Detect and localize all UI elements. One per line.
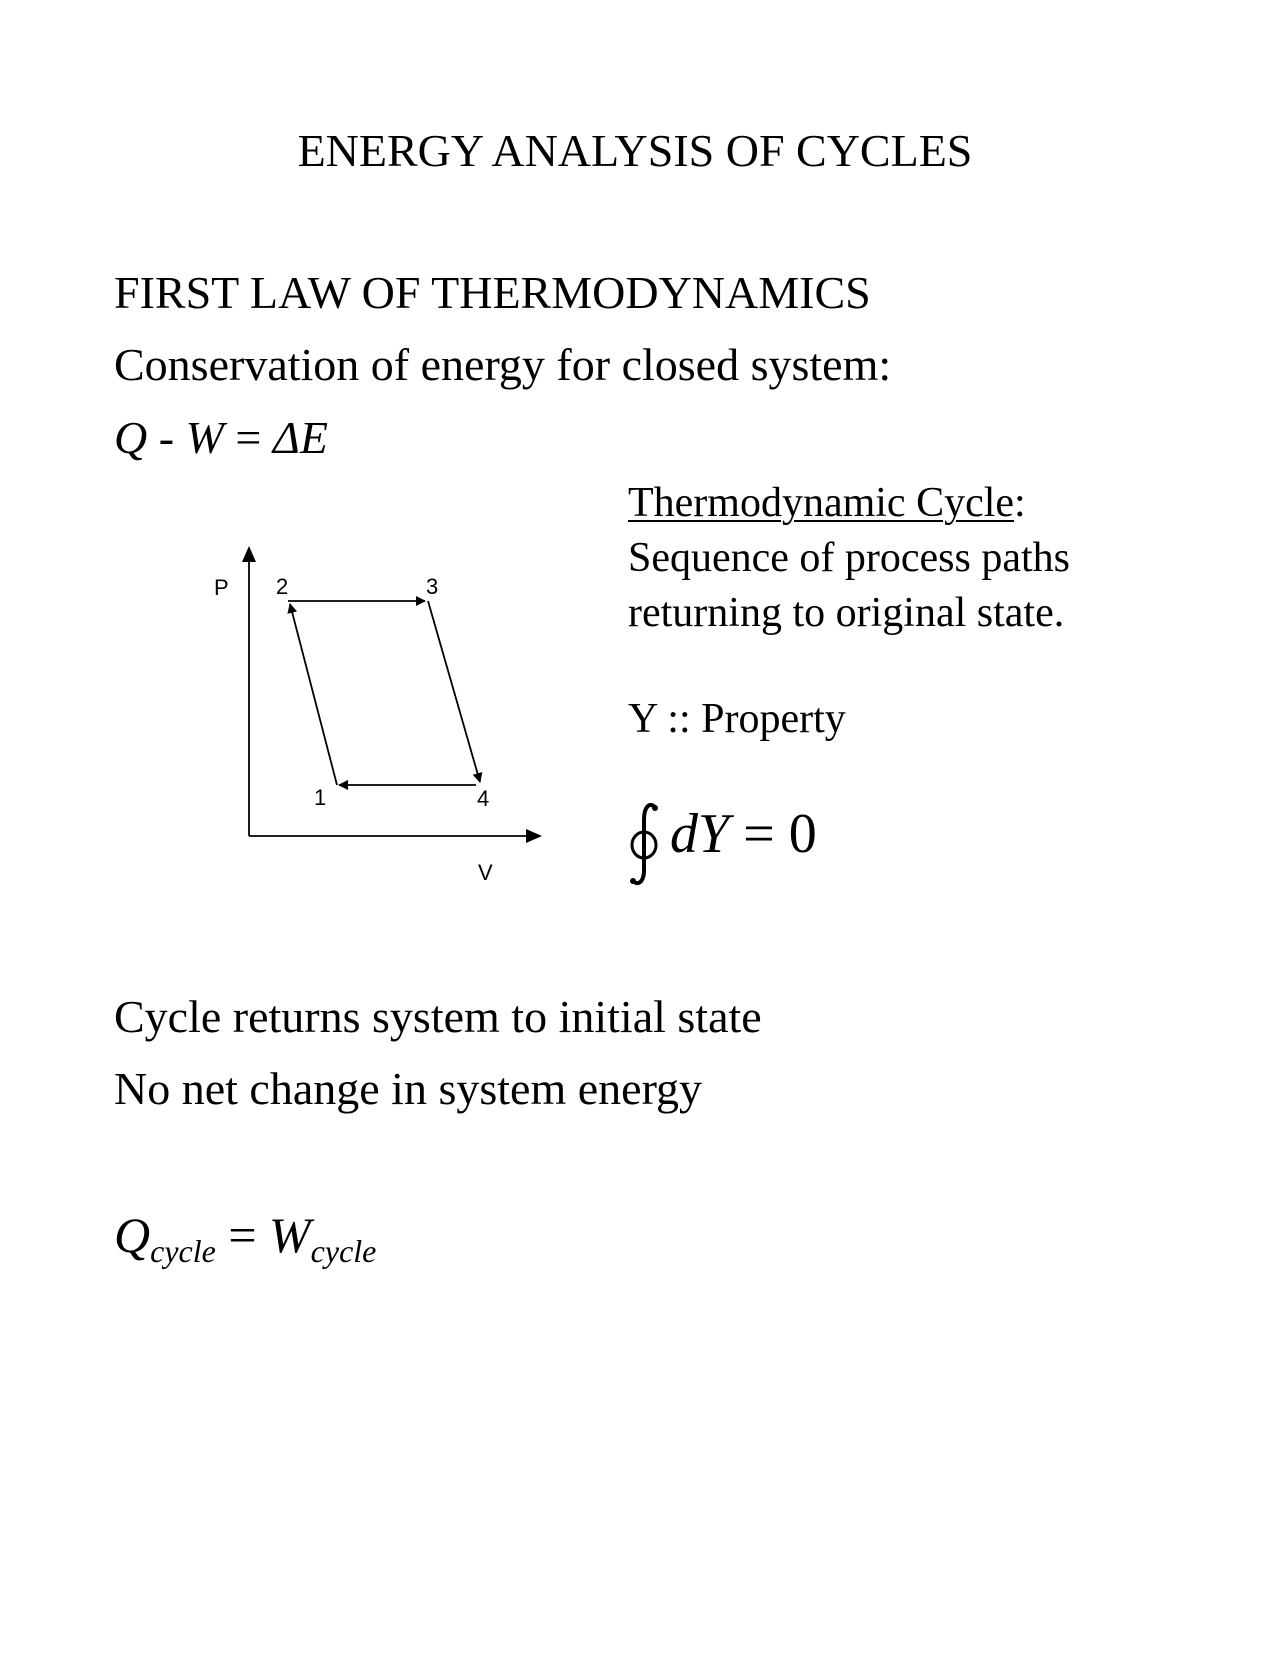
conservation-text: Conservation of energy for closed system: bbox=[114, 339, 892, 390]
contour-integral-sign bbox=[628, 802, 662, 888]
energy-change-symbol: ΔE bbox=[272, 412, 328, 463]
path-1-to-2 bbox=[290, 604, 337, 785]
cycle-definition-term: Thermodynamic Cycle bbox=[628, 480, 1015, 526]
section-heading: FIRST LAW OF THERMODYNAMICS bbox=[114, 267, 871, 318]
cycle-heat-subscript: cycle bbox=[150, 1233, 216, 1269]
cycle-definition-line-2: returning to original state. bbox=[628, 590, 1065, 636]
cycle-equation bbox=[114, 1207, 377, 1269]
cycle-definition bbox=[628, 476, 1070, 641]
cycle-work-symbol: W bbox=[269, 1207, 311, 1263]
state-label-1: 1 bbox=[314, 785, 327, 810]
minus-sign: - bbox=[147, 412, 186, 463]
state-label-3: 3 bbox=[426, 574, 439, 599]
integrand: dY bbox=[670, 803, 730, 865]
cycle-definition-line-1: Sequence of process paths bbox=[628, 535, 1071, 581]
work-symbol: W bbox=[185, 412, 224, 463]
page-title: ENERGY ANALYSIS OF CYCLES bbox=[297, 125, 973, 176]
cycle-heat-symbol: Q bbox=[114, 1207, 151, 1263]
cycle-work-subscript: cycle bbox=[310, 1233, 377, 1269]
heat-symbol: Q bbox=[114, 412, 148, 463]
cycle-definition-colon: : bbox=[1014, 480, 1026, 526]
property-text: Y :: Property bbox=[628, 696, 846, 742]
summary-line-1: Cycle returns system to initial state bbox=[114, 991, 762, 1042]
path-3-to-4 bbox=[428, 601, 480, 782]
v-axis-label: V bbox=[478, 860, 493, 885]
equals-sign: = bbox=[223, 412, 273, 463]
summary-line-2: No net change in system energy bbox=[114, 1063, 703, 1114]
p-axis-label: P bbox=[214, 575, 229, 600]
state-label-4: 4 bbox=[477, 786, 490, 811]
integral-equals-sign: = bbox=[729, 803, 789, 865]
cycle-equals-sign: = bbox=[215, 1207, 270, 1263]
state-label-2: 2 bbox=[276, 574, 289, 599]
integral-value: 0 bbox=[788, 803, 817, 865]
